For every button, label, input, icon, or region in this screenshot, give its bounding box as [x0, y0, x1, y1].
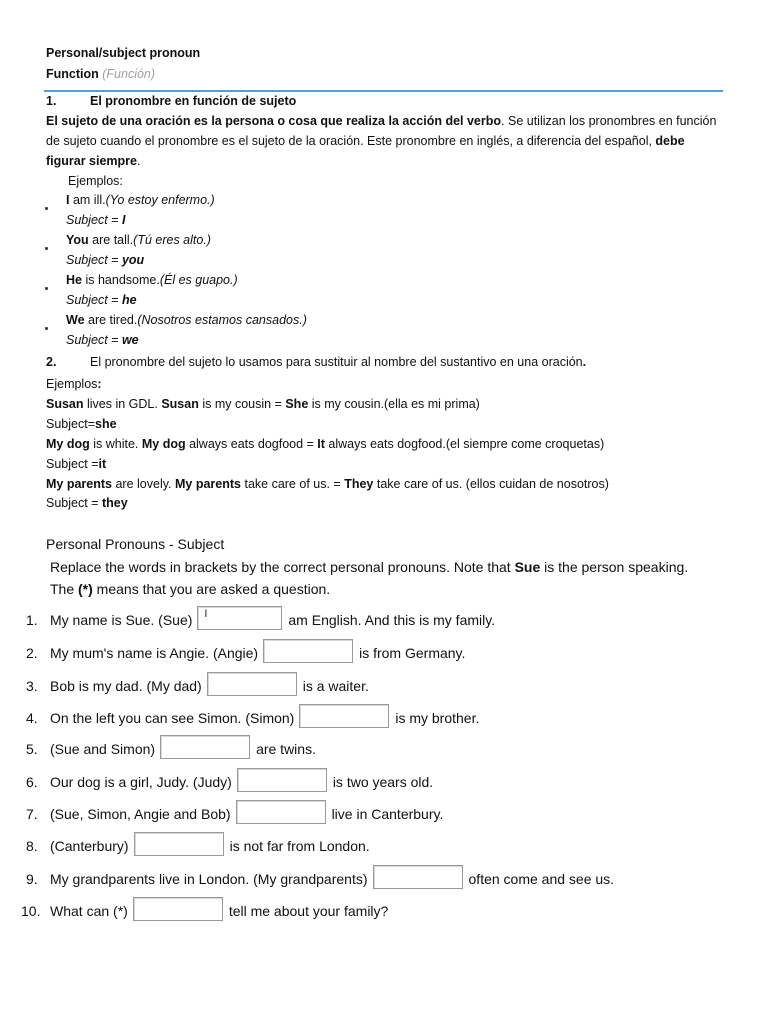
- item-number: 4.: [26, 710, 38, 726]
- ex-bold: They: [344, 476, 374, 491]
- ex-text: are lovely.: [112, 476, 175, 491]
- section2-title-end: .: [582, 355, 587, 369]
- example-line: [66, 313, 307, 327]
- item-continuation: often come and see us.: [468, 871, 615, 887]
- section1-heading: [46, 94, 296, 108]
- item-continuation: are twins.: [256, 741, 316, 757]
- item-number: 5.: [26, 741, 38, 757]
- examples-colon: :: [97, 377, 102, 391]
- examples-label: [46, 375, 609, 395]
- item-number: 8.: [26, 838, 38, 854]
- section2-heading: [46, 355, 586, 369]
- ex-bold: Susan: [161, 396, 199, 411]
- item-number: 9.: [26, 871, 38, 887]
- subject-value: he: [121, 293, 137, 307]
- instr-bold: (*): [78, 581, 93, 597]
- ex-text: always eats dogfood =: [185, 436, 318, 451]
- ex-bold: My dog: [141, 436, 186, 451]
- example-subject: [66, 253, 144, 267]
- exercise-instructions: [50, 556, 730, 600]
- item-continuation: tell me about your family?: [228, 903, 389, 919]
- section2-number: 2.: [46, 355, 57, 369]
- item-prompt: My name is Sue. (Sue): [50, 612, 193, 628]
- bullet: [45, 247, 48, 250]
- example-subject: [46, 455, 609, 475]
- item-continuation: is my brother.: [395, 710, 480, 726]
- ex-text: is white.: [89, 436, 142, 451]
- item-prompt: Our dog is a girl, Judy. (Judy): [50, 774, 232, 790]
- item-continuation: is two years old.: [332, 774, 434, 790]
- ex-bold: Susan: [46, 396, 84, 411]
- instr-bold: Sue: [514, 559, 541, 575]
- ex-bold: My dog: [46, 436, 90, 451]
- header-divider: [44, 90, 723, 92]
- subject-label: Subject =: [66, 213, 122, 227]
- answer-input[interactable]: [236, 800, 326, 824]
- answer-input[interactable]: [263, 639, 353, 663]
- example-rest: is handsome.: [81, 273, 160, 287]
- answer-input[interactable]: [160, 735, 250, 759]
- item-continuation: live in Canterbury.: [331, 806, 444, 822]
- item-number: 1.: [26, 612, 38, 628]
- instr-text: is the person speaking.: [540, 559, 689, 575]
- ex-text: is my cousin.(ella es mi prima): [308, 396, 480, 411]
- item-prompt: What can (*): [50, 903, 128, 919]
- instr-text: means that you are asked a question.: [92, 581, 331, 597]
- example-pronoun: I: [66, 193, 70, 207]
- ex-bold: It: [317, 436, 325, 451]
- example-subject: [46, 415, 609, 435]
- item-prompt: (Canterbury): [50, 838, 129, 854]
- example-pronoun: We: [66, 313, 85, 327]
- answer-input[interactable]: [133, 897, 223, 921]
- intro-end: .: [137, 154, 141, 168]
- section1-title: El pronombre en función de sujeto: [90, 94, 297, 108]
- example-line: [46, 435, 609, 455]
- answer-input[interactable]: [134, 832, 224, 856]
- example-line: [46, 475, 609, 495]
- item-continuation: am English. And this is my family.: [288, 612, 496, 628]
- function-heading: [46, 67, 155, 81]
- instr-text: Replace the words in brackets by the correct personal pronouns. Note that: [50, 559, 515, 575]
- subject-value: they: [101, 496, 128, 511]
- section2-title: El pronombre del sujeto lo usamos para sustituir al nombre del sustantivo en una oración: [90, 355, 583, 369]
- examples-label: Ejemplos:: [68, 174, 123, 188]
- ex-text: lives in GDL.: [83, 396, 162, 411]
- item-prompt: Bob is my dad. (My dad): [50, 678, 202, 694]
- item-number: 2.: [26, 645, 38, 661]
- item-prompt: On the left you can see Simon. (Simon): [50, 710, 295, 726]
- intro-rest: . Se utilizan los pronombres en función de sujeto cuando el pronombre es el sujeto de la oración. Este pronombre en inglés, a diferencia del español,: [46, 114, 717, 148]
- example-rest: are tired.: [84, 313, 138, 327]
- example-translation: (Yo estoy enfermo.): [105, 193, 215, 207]
- subject-label: Subject=: [46, 416, 95, 431]
- example-subject: [66, 333, 139, 347]
- item-continuation: is a waiter.: [302, 678, 369, 694]
- item-prompt: My mum's name is Angie. (Angie): [50, 645, 259, 661]
- example-pronoun: He: [66, 273, 82, 287]
- examples-label-text: Ejemplos: [46, 377, 98, 391]
- example-line: [66, 273, 238, 287]
- ex-text: is my cousin =: [198, 396, 286, 411]
- answer-input[interactable]: [237, 768, 327, 792]
- answer-input[interactable]: [299, 704, 389, 728]
- subject-value: she: [95, 416, 117, 431]
- ex-bold: She: [285, 396, 309, 411]
- section1-number: 1.: [46, 94, 57, 108]
- example-translation: (Tú eres alto.): [133, 233, 211, 247]
- subject-value: you: [121, 253, 145, 267]
- ex-bold: My parents: [46, 476, 112, 491]
- intro-bold2: debe figurar siempre: [46, 134, 685, 168]
- ex-bold: My parents: [175, 476, 241, 491]
- example-translation: (Él es guapo.): [159, 273, 238, 287]
- example-subject: [46, 494, 609, 514]
- item-number: 3.: [26, 678, 38, 694]
- item-number: 6.: [26, 774, 38, 790]
- example-rest: are tall.: [88, 233, 134, 247]
- bullet: [45, 287, 48, 290]
- intro-bold: El sujeto de una oración es la persona o cosa que realiza la acción del verbo: [46, 114, 502, 128]
- item-continuation: is from Germany.: [359, 645, 466, 661]
- subject-value: I: [121, 213, 126, 227]
- example-translation: (Nosotros estamos cansados.): [137, 313, 307, 327]
- item-prompt: My grandparents live in London. (My grandparents): [50, 871, 368, 887]
- example-line: [66, 193, 215, 207]
- item-number: 7.: [26, 806, 38, 822]
- ex-text: always eats dogfood.(el siempre come croquetas): [324, 436, 605, 451]
- example-line: [66, 233, 211, 247]
- example-rest: am ill.: [69, 193, 106, 207]
- section1-intro: [46, 111, 722, 171]
- item-prompt: (Sue and Simon): [50, 741, 156, 757]
- function-label: Function: [46, 67, 99, 81]
- answer-input[interactable]: [197, 606, 282, 630]
- function-translation: (Función): [102, 67, 156, 81]
- item-prompt: (Sue, Simon, Angie and Bob): [50, 806, 231, 822]
- answer-input[interactable]: [207, 672, 297, 696]
- subject-label: Subject =: [46, 496, 102, 511]
- answer-value: I: [204, 608, 208, 620]
- example-line: [46, 395, 609, 415]
- exercise-title: Personal Pronouns - Subject: [46, 536, 225, 552]
- answer-input[interactable]: [373, 865, 463, 889]
- subject-label: Subject =: [66, 293, 122, 307]
- instr-text: The: [50, 581, 79, 597]
- subject-label: Subject =: [46, 456, 99, 471]
- section2-examples: [46, 375, 609, 514]
- bullet: [45, 327, 48, 330]
- subject-label: Subject =: [66, 333, 122, 347]
- example-subject: [66, 213, 125, 227]
- subject-label: Subject =: [66, 253, 122, 267]
- ex-text: take care of us. (ellos cuidan de nosotros): [373, 476, 609, 491]
- bullet: [45, 207, 48, 210]
- item-continuation: is not far from London.: [229, 838, 370, 854]
- page-title: Personal/subject pronoun: [46, 46, 201, 60]
- item-number: 10.: [21, 903, 41, 919]
- subject-value: it: [98, 456, 107, 471]
- ex-text: take care of us. =: [241, 476, 345, 491]
- example-pronoun: You: [66, 233, 89, 247]
- subject-value: we: [121, 333, 139, 347]
- example-subject: [66, 293, 137, 307]
